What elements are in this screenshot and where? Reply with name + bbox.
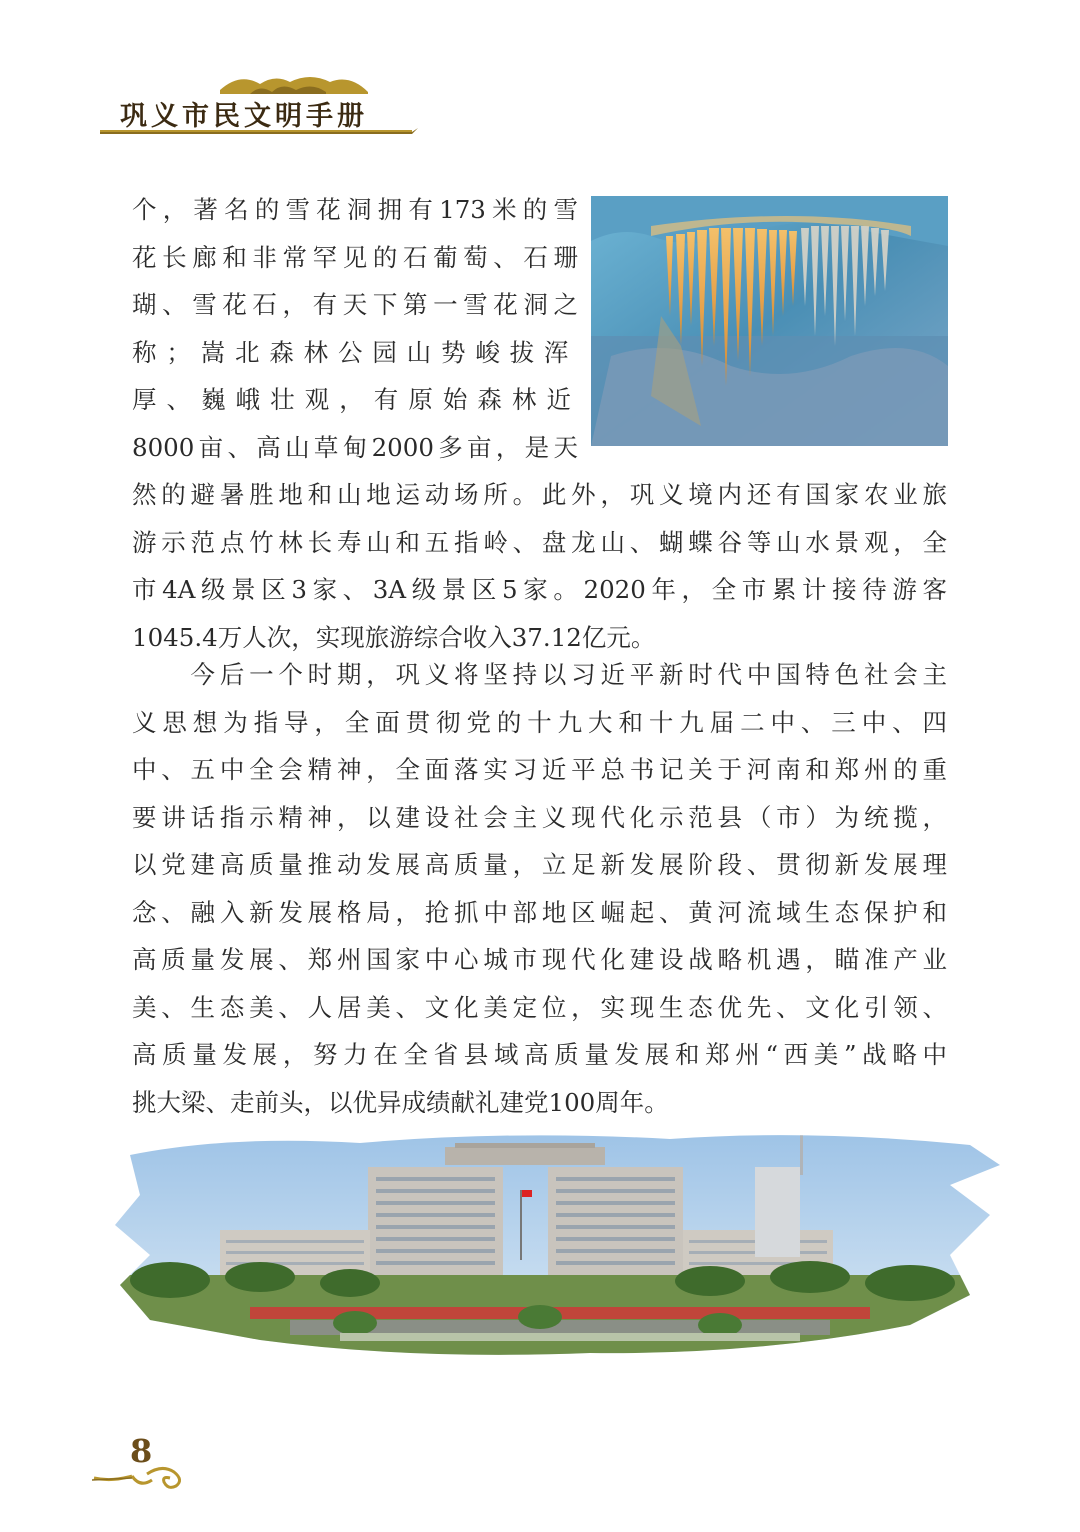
government-building-photo xyxy=(110,1125,1010,1360)
paragraph-1-bottom xyxy=(132,471,947,661)
text-line: 以党建高质量推动发展高质量，立足新发展阶段、贯彻新发展理 xyxy=(132,850,947,879)
text-line: 义思想为指导，全面贯彻党的十九大和十九届二中、三中、四 xyxy=(132,707,947,737)
paragraph-2 xyxy=(132,651,947,1126)
text-line: 厚、巍峨壮观，有原始森林近 xyxy=(132,385,578,414)
text-line: 瑚、雪花石，有天下第一雪花洞之 xyxy=(132,290,578,319)
page-number: 8 xyxy=(130,1432,153,1470)
book-title: 巩义市民文明手册 xyxy=(120,101,368,132)
text-line: 美、生态美、人居美、文化美定位，实现生态优先、文化引领、 xyxy=(132,992,947,1022)
paragraph-1-top xyxy=(132,186,578,471)
text-line: 高质量发展，努力在全省县域高质量发展和郑州“西美”战略中 xyxy=(132,1040,947,1069)
text-line: 游示范点竹林长寿山和五指岭、盘龙山、蝴蝶谷等山水景观，全 xyxy=(132,527,947,557)
text-line: 今后一个时期，巩义将坚持以习近平新时代中国特色社会主 xyxy=(132,660,947,689)
page-header xyxy=(100,70,420,140)
text-line: 要讲话指示精神，以建设社会主义现代化示范县（市）为统揽， xyxy=(132,802,947,832)
cave-stalactite-photo xyxy=(591,196,948,446)
text-line: 中、五中全会精神，全面落实习近平总书记关于河南和郑州的重 xyxy=(132,755,947,784)
page-footer xyxy=(92,1432,202,1496)
text-line: 挑大梁、走前头，以优异成绩献礼建党100周年。 xyxy=(132,1087,669,1117)
text-line: 称；嵩北森林公园山势峻拔浑 xyxy=(132,337,578,367)
text-line: 市4A级景区3家、3A级景区5家。2020年，全市累计接待游客 xyxy=(132,575,947,604)
text-line: 念、融入新发展格局，抢抓中部地区崛起、黄河流域生态保护和 xyxy=(132,897,947,927)
text-line: 花长廊和非常罕见的石葡萄、石珊 xyxy=(132,242,578,272)
text-line: 然的避暑胜地和山地运动场所。此外，巩义境内还有国家农业旅 xyxy=(132,480,947,509)
text-line: 高质量发展、郑州国家中心城市现代化建设战略机遇，瞄准产业 xyxy=(132,945,947,974)
text-line: 1045.4万人次，实现旅游综合收入37.12亿元。 xyxy=(132,622,656,652)
text-line: 8000亩、高山草甸2000多亩，是天 xyxy=(132,432,578,462)
text-line: 个，著名的雪花洞拥有173米的雪 xyxy=(132,195,578,224)
